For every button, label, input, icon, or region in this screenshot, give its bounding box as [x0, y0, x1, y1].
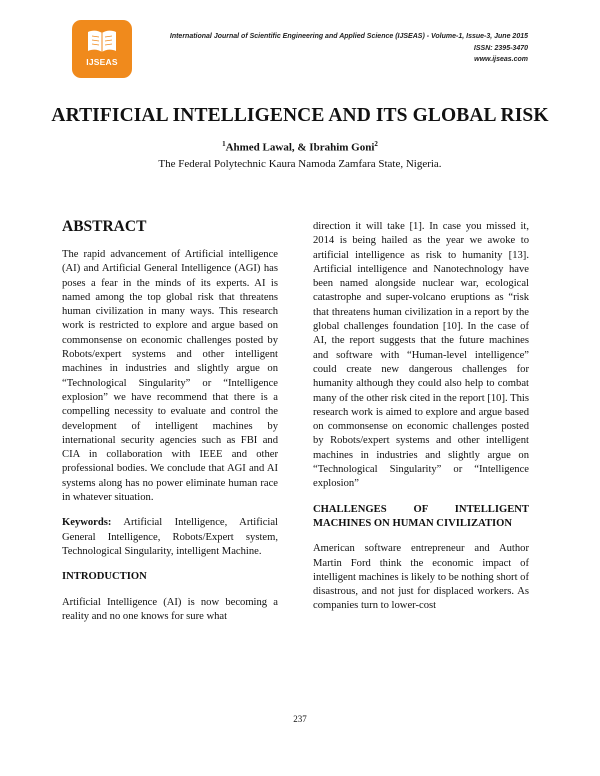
journal-website: www.ijseas.com	[474, 56, 528, 63]
challenges-heading: CHALLENGES OF INTELLIGENT MACHINES ON HUMAN CIVILIZATION	[313, 503, 529, 529]
author-names: Ahmed Lawal, & Ibrahim Goni	[225, 141, 375, 154]
journal-title: International Journal of Scientific Engineering and Applied Science (IJSEAS) - Volume-1, Issue-3, June 2015	[169, 33, 528, 40]
right-column	[313, 220, 529, 614]
author-1-superscript: 1	[222, 140, 226, 148]
paper-title: ARTIFICIAL INTELLIGENCE AND ITS GLOBAL RISK	[51, 105, 549, 126]
logo-text: IJSEAS	[86, 57, 118, 67]
keywords-label: Keywords:	[62, 517, 112, 529]
open-book-icon	[86, 27, 118, 55]
abstract-heading: ABSTRACT	[62, 218, 147, 235]
keywords-text: Artificial Intelligence, Artificial General Intelligence, Robots/Expert system, Technological Singularity, intelligent Machine.	[62, 517, 278, 557]
keywords	[62, 516, 278, 559]
journal-logo	[72, 20, 132, 78]
page-number: 237	[293, 714, 307, 724]
journal-issn: ISSN: 2395-3470	[473, 44, 528, 52]
affiliation: The Federal Polytechnic Kaura Namoda Zamfara State, Nigeria.	[158, 158, 442, 170]
author-2-superscript: 2	[374, 140, 378, 148]
introduction-text: Artificial Intelligence (AI) is now becoming a reality and no one knows for sure what	[62, 596, 278, 622]
introduction-continuation: direction it will take [1]. In case you missed it, 2014 is being hailed as the year we awoke to artificial intelligence as risk to humanity [13]. Artificial intelligence and Nanotechnology have been named alongside nuclear war, ecological catastrophe and super-volcano eruptions as “risk that threatens human civilization in a report by the global challenges foundation [10]. In the case of AI, the report suggests that the future machines and software with “Human-level intelligence” could create new dangerous challenges for humanity although they could also help to combat many of the other risk cited in the report [10]. This research work is aimed to explore and argue based on commonsense on economic challenges posted by Robots/expert systems and other intelligent machines in industries and slightly argue on “Technological Singularity” or “Intelligence explosion”	[313, 221, 529, 490]
abstract-text: The rapid advancement of Artificial intelligence (AI) and Artificial General Intelligence (AGI) has poses a fear in the minds of its experts. AI is named among the top global risk that threatens human civilization in many ways. This research work is restricted to explore and argue based on commonsense on economic challenges posted by Robots/expert systems and other intelligent machines in industries and slightly argue on “Technological Singularity” or “Intelligence explosion” we have recommend that there is a compelling necessity to evaluate and control the development of intelligent machines by international security agencies such as FBI and CIA in collaboration with IEEE and other professional bodies. We conclude that AGI and AI systems along has no power eliminate human race in whatever situation.	[62, 249, 278, 504]
left-column	[62, 218, 278, 624]
introduction-heading: INTRODUCTION	[62, 571, 147, 583]
authors	[0, 140, 600, 154]
challenges-text: American software entrepreneur and Author Martin Ford think the economic impact of intelligent machines is likely to be nothing short of disastrous, and not just for displaced workers. As companies turn to lower-cost	[313, 543, 529, 612]
journal-header	[170, 31, 528, 66]
